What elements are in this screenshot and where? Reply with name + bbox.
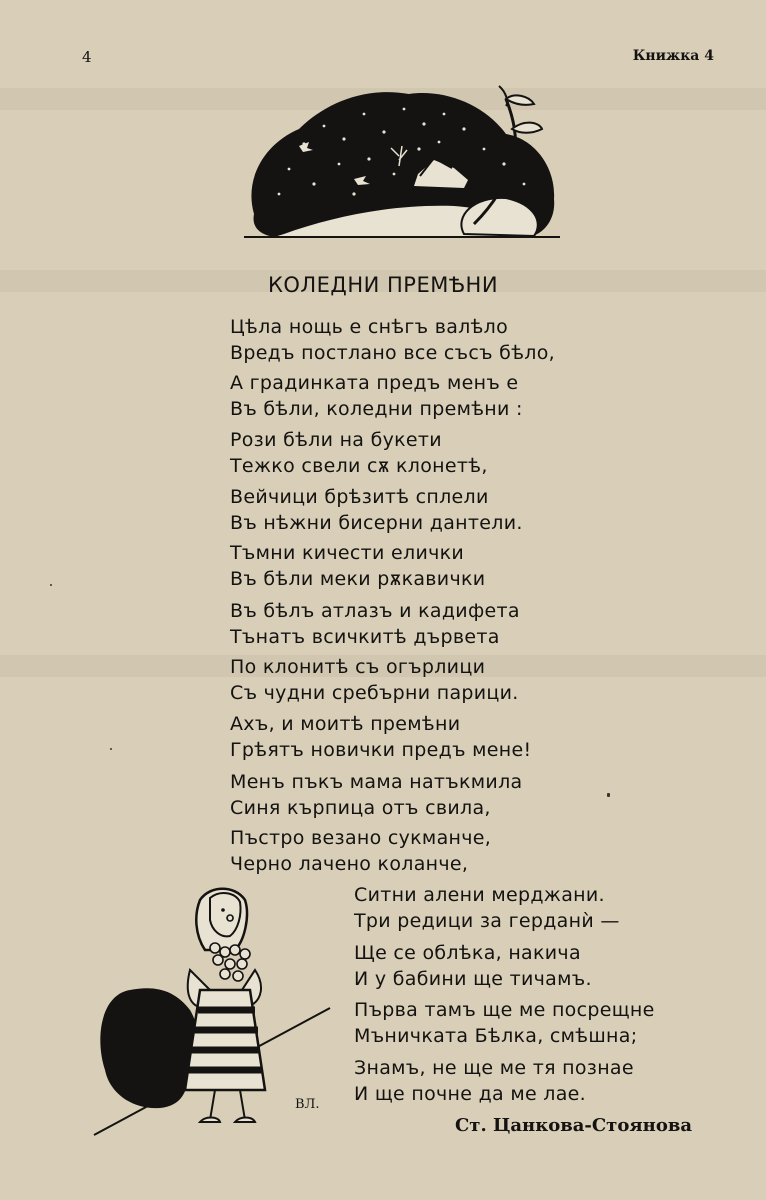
poem-line: Вредъ постлано все съсъ бѣло, [230,342,555,364]
poem-line: Синя кърпица отъ свила, [230,797,491,819]
stanza-7 [230,654,519,706]
paper-speck [110,748,112,750]
poem-line: По клонитѣ съ огърлици [230,656,486,678]
stanza-5 [230,540,485,592]
poem-line: Ще се облѣка, накича [354,942,581,964]
girl-illustration [90,880,340,1140]
poem-line: Ахъ, и моитѣ премѣни [230,713,461,735]
poem-line: Ситни алени мерджани. [354,884,605,906]
winter-night-illustration [244,84,560,244]
stanza-1 [230,314,555,366]
paper-speck [607,793,610,797]
poem-line: Тежко свели сѫ клонетѣ, [230,455,488,477]
stanza-2 [230,370,523,422]
stanza-13 [354,997,655,1049]
stanza-12 [354,940,592,992]
poem-line: Грѣятъ новички предъ мене! [230,739,532,761]
poem-line: А градинката предъ менъ е [230,372,519,394]
poem-line: Въ бѣлъ атлазъ и кадифета [230,600,520,622]
poem-line: Знамъ, не ще ме тя познае [354,1057,634,1079]
stanza-3 [230,427,488,479]
stanza-14 [354,1055,634,1107]
poem-line: Въ бѣли меки рѫкавички [230,568,486,590]
stanza-8 [230,711,531,763]
page-number: 4 [82,48,92,66]
illustrator-signature: ВЛ. [295,1097,320,1112]
poem-line: Въ бѣли, коледни премѣни : [230,398,523,420]
paper-speck [50,584,52,586]
poem-line: Първа тамъ ще ме посрещне [354,999,655,1021]
poem-line: Вейчици брѣзитѣ сплели [230,486,489,508]
poem-line: И у бабини ще тичамъ. [354,968,592,990]
stanza-10 [230,825,491,877]
poem-line: Тънатъ всичкитѣ дървета [230,626,500,648]
poem-title: КОЛЕДНИ ПРЕМѢНИ [267,273,499,297]
stanza-9 [230,769,522,821]
issue-label: Книжка 4 [632,48,714,64]
poem-line: Мъничката Бѣлка, смѣшна; [354,1025,638,1047]
stanza-11 [354,882,620,934]
poem-line: Черно лачено коланче, [230,853,469,875]
stanza-6 [230,598,520,650]
poem-line: Цѣла нощь е снѣгъ валѣло [230,316,509,338]
poem-line: Съ чудни сребърни парици. [230,682,519,704]
poem-author: Ст. Цанкова-Стоянова [454,1115,692,1136]
poem-line: Въ нѣжни бисерни дантели. [230,512,523,534]
poem-line: Тъмни кичести елички [230,542,465,564]
stanza-4 [230,484,523,536]
poem-line: Три редици за герданѝ — [354,910,620,932]
poem-line: Пъстро везано сукманче, [230,827,492,849]
poem-line: И ще почне да ме лае. [354,1083,586,1105]
poem-line: Менъ пъкъ мама натъкмила [230,771,523,793]
poem-line: Рози бѣли на букети [230,429,442,451]
